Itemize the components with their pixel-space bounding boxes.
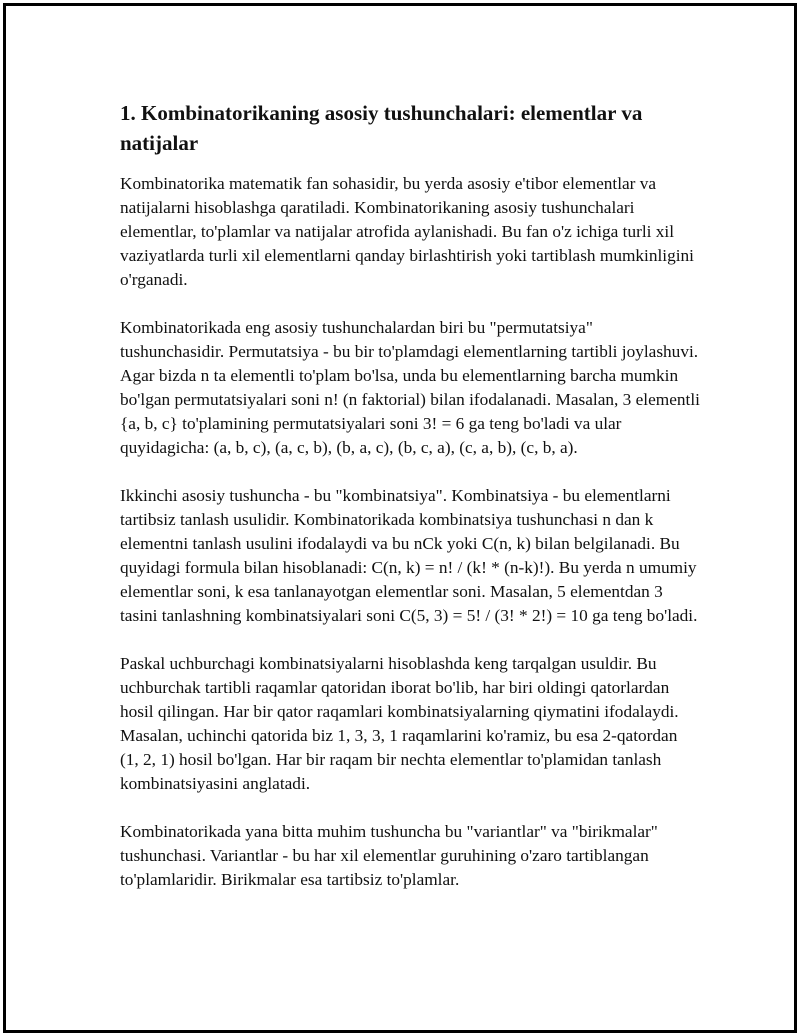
document-body [120, 98, 700, 916]
paragraph-permutation: Kombinatorikada eng asosiy tushunchalardan biri bu "permutatsiya" tushunchasidir. Permutatsiya - bu bir to'plamdagi elementlarning tartibli joylashuvi. Agar bizda n ta elementli to'plam bo'lsa, unda bu elementlarning barcha mumkin bo'lgan permutatsiyalari soni n! (n faktorial) bilan ifodalanadi. Masalan, 3 elementli {a, b, c} to'plamining permutatsiyalari soni 3! = 6 ga teng bo'ladi va ular quyidagicha: (a, b, c), (a, c, b), (b, a, c), (b, c, a), (c, a, b), (c, b, a). [120, 318, 700, 457]
paragraph-intro: Kombinatorika matematik fan sohasidir, bu yerda asosiy e'tibor elementlar va natijalarni hisoblashga qaratiladi. Kombinatorikaning asosiy tushunchalari elementlar, to'plamlar va natijalar atrofida aylanishadi. Bu fan o'z ichiga turli xil vaziyatlarda turli xil elementlarni qanday birlashtirish yoki tartiblash mumkinligini o'rganadi. [120, 174, 694, 289]
paragraph-variants: Kombinatorikada yana bitta muhim tushuncha bu "variantlar" va "birikmalar" tushunchasi. Variantlar - bu har xil elementlar guruhining o'zaro tartiblangan to'plamlaridir. Birikmalar esa tartibsiz to'plamlar. [120, 822, 658, 889]
paragraph-combination: Ikkinchi asosiy tushuncha - bu "kombinatsiya". Kombinatsiya - bu elementlarni tartibsiz tanlash usulidir. Kombinatorikada kombinatsiya tushunchasi n dan k elementni tanlash usulini ifodalaydi va bu nCk yoki C(n, k) bilan belgilanadi. Bu quyidagi formula bilan hisoblanadi: C(n, k) = n! / (k! * (n-k)!). Bu yerda n umumiy elementlar soni, k esa tanlanayotgan elementlar soni. Masalan, 5 elementdan 3 tasini tanlashning kombinatsiyalari soni C(5, 3) = 5! / (3! * 2!) = 10 ga teng bo'ladi. [120, 486, 698, 625]
paragraph-pascal-triangle: Paskal uchburchagi kombinatsiyalarni hisoblashda keng tarqalgan usuldir. Bu uchburchak tartibli raqamlar qatoridan iborat bo'lib, har biri oldingi qatorlardan hosil qilingan. Har bir qator raqamlari kombinatsiyalarning qiymatini ifodalaydi. Masalan, uchinchi qatorida biz 1, 3, 3, 1 raqamlarini ko'ramiz, bu esa 2-qatordan (1, 2, 1) hosil bo'lgan. Har bir raqam bir nechta elementlar to'plamidan tanlash kombinatsiyasini anglatadi. [120, 654, 679, 793]
section-heading: 1. Kombinatorikaning asosiy tushunchalari: elementlar va natijalar [120, 101, 643, 155]
page-frame [3, 3, 797, 1033]
